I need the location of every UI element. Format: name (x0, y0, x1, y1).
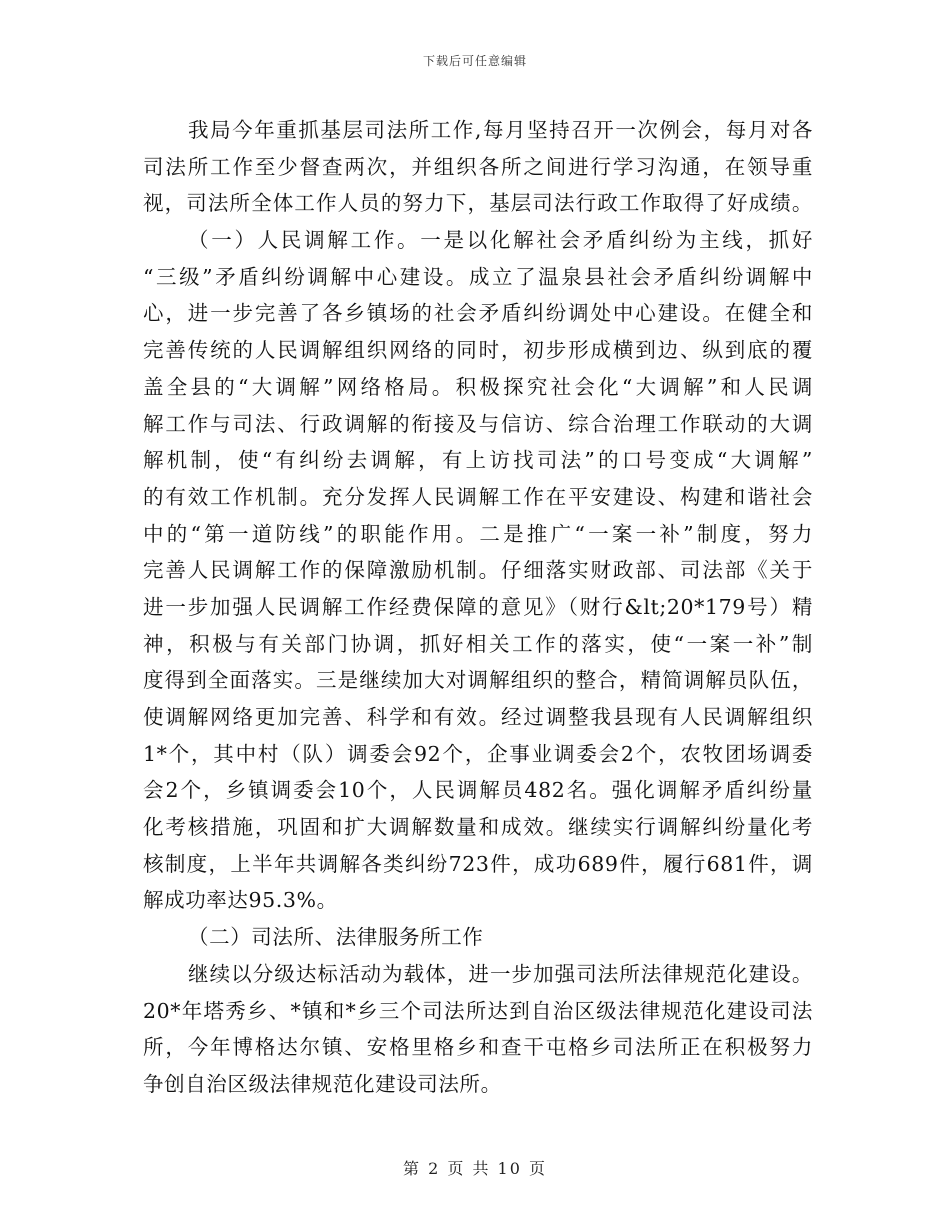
paragraph-line: 视，司法所全体工作人员的努力下，基层司法行政工作取得了好成绩。 (143, 191, 813, 216)
paragraph-line: 使调解网络更加完善、科学和有效。经过调整我县现有人民调解组织 (143, 705, 813, 729)
section-heading: （二）司法所、法律服务所工作 (188, 925, 484, 950)
document-body (143, 112, 813, 1103)
paragraph-line: 解工作与司法、行政调解的衔接及与信访、综合治理工作联动的大调 (143, 411, 813, 436)
paragraph-line: （一）人民调解工作。一是以化解社会矛盾纠纷为主线，抓好 (188, 228, 813, 253)
paragraph-line: “三级”矛盾纠纷调解中心建设。成立了温泉县社会矛盾纠纷调解中 (143, 264, 813, 289)
page-footer: 第 2 页 共 10 页 (403, 1159, 547, 1178)
paragraph-line: 进一步加强人民调解工作经费保障的意见》（财行&lt;20*179号）精 (143, 594, 813, 619)
paragraph-line: 中的“第一道防线”的职能作用。二是推广“一案一补”制度，努力 (143, 521, 813, 546)
paragraph-line: 我局今年重抓基层司法所工作,每月坚持召开一次例会，每月对各 (188, 118, 813, 142)
paragraph-line: 完善传统的人民调解组织网络的同时，初步形成横到边、纵到底的覆 (143, 338, 813, 363)
paragraph-line: 司法所工作至少督查两次，并组织各所之间进行学习沟通，在领导重 (143, 154, 813, 179)
paragraph-line: 解机制，使“有纠纷去调解，有上访找司法”的口号变成“大调解” (143, 448, 813, 473)
paragraph-line: 1*个，其中村（队）调委会92个，企事业调委会2个，农牧团场调委 (143, 741, 813, 766)
paragraph-line: 会2个，乡镇调委会10个，人民调解员482名。强化调解矛盾纠纷量 (143, 778, 813, 803)
paragraph-line: 神，积极与有关部门协调，抓好相关工作的落实，使“一案一补”制 (143, 631, 813, 656)
paragraph-line: 心，进一步完善了各乡镇场的社会矛盾纠纷调处中心建设。在健全和 (143, 301, 813, 326)
paragraph-line: 所，今年博格达尔镇、安格里格乡和查干屯格乡司法所正在积极努力 (143, 1035, 813, 1060)
paragraph-line: 争创自治区级法律规范化建设司法所。 (143, 1071, 502, 1096)
page-header: 下载后可任意编辑 (422, 54, 527, 68)
paragraph-line: 度得到全面落实。三是继续加大对调解组织的整合，精简调解员队伍， (143, 668, 813, 693)
paragraph-line: 解成功率达95.3%。 (143, 888, 338, 913)
paragraph-line: 继续以分级达标活动为载体，进一步加强司法所法律规范化建设。 (188, 961, 813, 986)
paragraph-line: 20*年塔秀乡、*镇和*乡三个司法所达到自治区级法律规范化建设司法 (143, 998, 813, 1023)
paragraph-line: 的有效工作机制。充分发挥人民调解工作在平安建设、构建和谐社会 (143, 484, 813, 509)
paragraph-line: 核制度，上半年共调解各类纠纷723件，成功689件，履行681件，调 (143, 851, 813, 876)
paragraph-line: 盖全县的“大调解”网络格局。积极探究社会化“大调解”和人民调 (143, 374, 813, 399)
paragraph-line: 完善人民调解工作的保障激励机制。仔细落实财政部、司法部《关于 (143, 558, 813, 583)
paragraph-line: 化考核措施，巩固和扩大调解数量和成效。继续实行调解纠纷量化考 (143, 815, 813, 840)
